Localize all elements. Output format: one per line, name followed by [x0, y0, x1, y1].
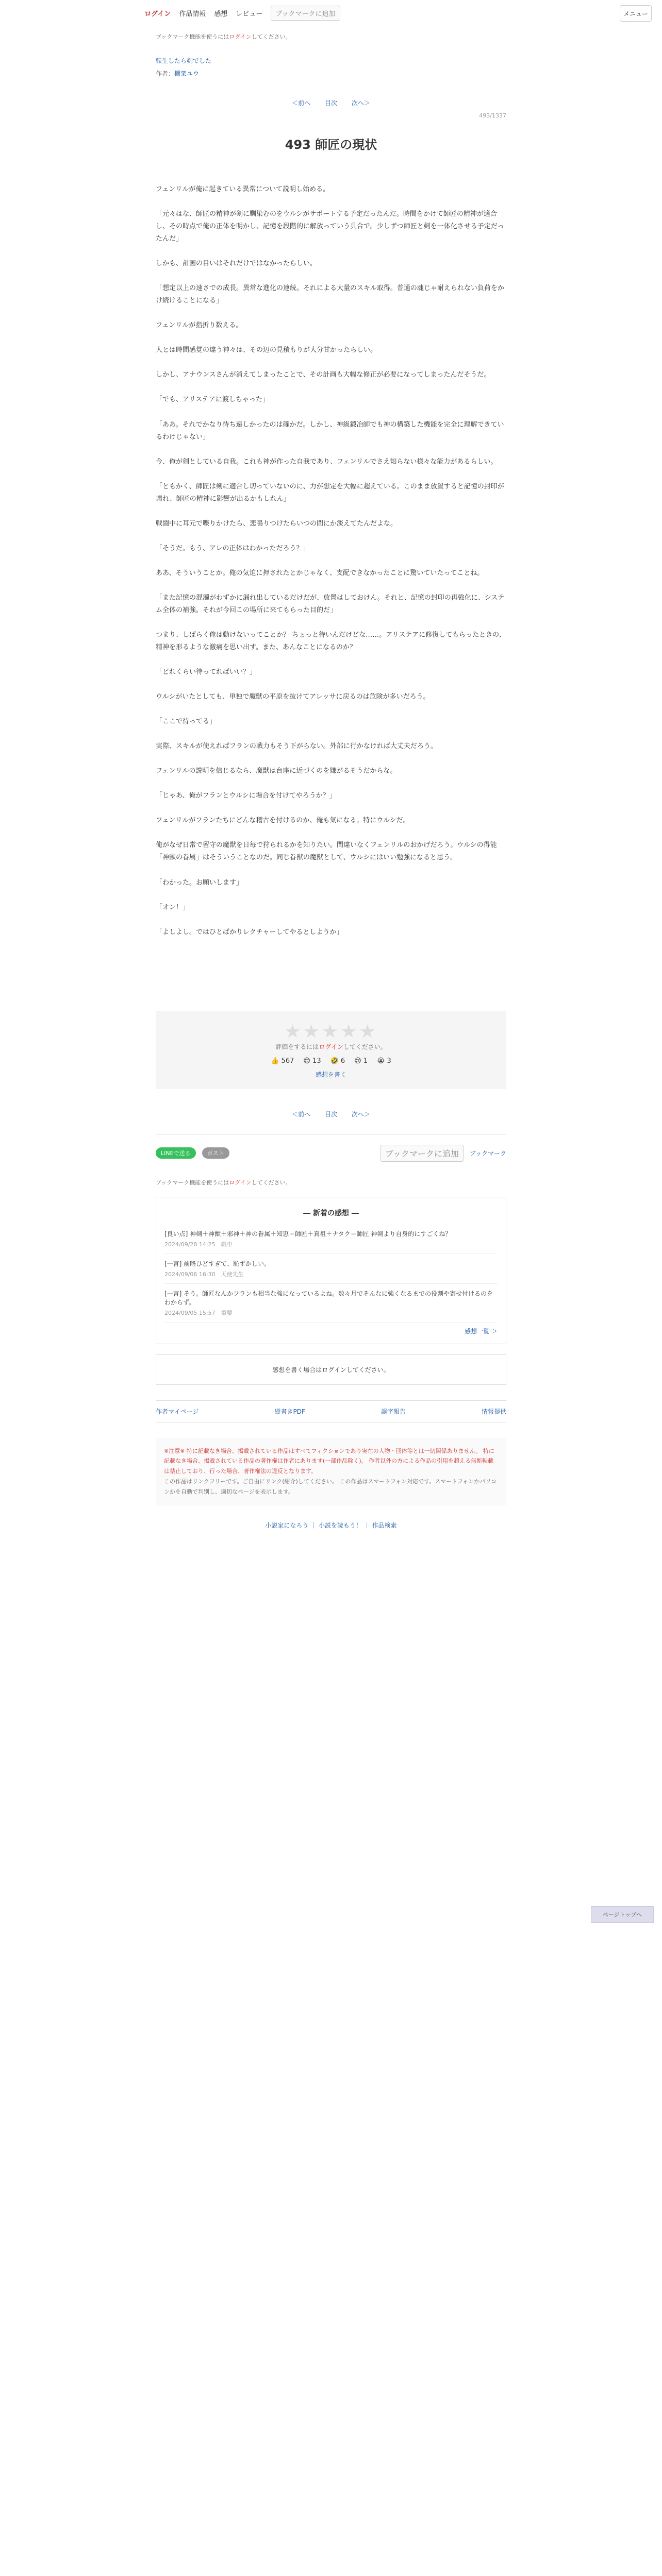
top-nav — [144, 6, 340, 21]
paragraph: 人とは時間感覚の違う神々は、その辺の見積もりが大分甘かったらしい。 — [156, 346, 377, 354]
info-link[interactable]: 作品情報 — [179, 10, 206, 18]
rating-box — [156, 1011, 506, 1089]
pager-top — [156, 98, 506, 107]
footer-links — [156, 1400, 506, 1422]
paragraph: 「ああ。それでかなり待ち遠しかったのは確かだ。しかし、神級鍛冶師でも神の構築した機能を完全に理解できているわけじゃない」 — [156, 420, 504, 441]
reaction-list — [166, 1057, 496, 1065]
bookmark-link[interactable]: ブックマーク — [469, 1149, 506, 1157]
review-login-prompt: 感想を書く場合はログインしてください。 — [156, 1354, 506, 1385]
login-notice-bottom — [156, 1178, 506, 1187]
author-name[interactable]: 棚架ユウ — [174, 70, 200, 77]
login-link[interactable]: ログイン — [144, 10, 171, 18]
paragraph: 「元々はな、師匠の精神が剣に馴染むのをウルシがサポートする予定だったんだ。時間をかけて師匠の精神が適合し、その時点で俺の正体を明かし、記憶を段階的に解放っていう具合で。少しずつ師匠と剣を一体化させる予定だったんだ」 — [156, 210, 504, 243]
review-text: [良い点] 神剣＋神獣＋邪神＋神の眷属＋知恵＝師匠＋真祖＋ナタク＝師匠 神剣より自身的にすごくね？ — [164, 1230, 452, 1238]
legal-red: ※注意※ 特に記載なき場合、掲載されている作品はすべてフィクションであり実在の人物・団体等とは一切関係ありません。 特に記載なき場合、掲載されている作品の著作権は作者にあります(一部作品除く)。 作者以外の方による作品の引用を超える無断転載は禁止しており、行った場合、著作権法の違反となります。 — [164, 1447, 494, 1475]
reviews-more-link[interactable]: 感想一覧 ＞ — [465, 1327, 498, 1335]
paragraph: 「わかった。お願いします」 — [156, 878, 243, 887]
paragraph: つまり、しばらく俺は動けないってことか？ ちょっと待いんだけどな……。アリステアに修復してもらったときの、精神を形るような激痛を思い出す。また、あんなことになるのか？ — [156, 631, 506, 652]
menu-button[interactable]: メニュー — [620, 5, 652, 22]
notice-login-link[interactable]: ログイン — [229, 33, 252, 40]
paragraph: 「また記憶の混濁がわずかに漏れ出しているだけだが、放置はしておけん。それと、記憶の封印の再強化に、システム全体の補強。それが今回この場所に来てもらった目的だ」 — [156, 594, 505, 614]
review-meta: 2024/09/06 16:30 天使先生 — [164, 1270, 244, 1278]
paragraph: 「そうだ。もう、アレの正体はわかっただろう？」 — [156, 544, 310, 552]
rating-note-pre: 評価をするには — [275, 1043, 319, 1050]
write-review-link[interactable]: 感想を書く — [315, 1071, 346, 1078]
pager-bottom — [156, 1110, 506, 1118]
paragraph: 今、俺が剣としている自我。これも神が作った自我であり、フェンリルでさえ知らない様々な能力があるらしい。 — [156, 457, 498, 466]
next-link[interactable]: 次へ＞ — [351, 99, 370, 107]
footer-link[interactable]: 縦書きPDF — [274, 1408, 305, 1415]
review-meta: 2024/09/05 15:57 重要 — [164, 1309, 233, 1316]
paragraph: 俺がなぜ日常で留守の魔獣を日毎で狩られるかを知りたい。間違いなくフェンリルのおかげだろう。ウルシの得能「神獣の眷属」はそういうことなのだ。同じ眷獣の魔獣として、ウルシにはいい勉強になると思う。 — [156, 841, 497, 862]
legal-grey: この作品はリンクフリーです。ご自由にリンク(紹介)してください。 この作品はスマートフォン対応です。スマートフォンかパソコンかを自動で判別し、適切なページを表示します。 — [164, 1478, 497, 1495]
top-bar — [0, 0, 662, 26]
reaction-button[interactable]: 😊 13 — [303, 1057, 321, 1065]
comments-link[interactable]: 感想 — [214, 10, 228, 18]
review-list — [164, 1224, 498, 1323]
paragraph: フェンリルが俺に起きている異常について説明し始める。 — [156, 185, 330, 193]
main-container — [156, 32, 506, 1118]
series-title[interactable]: 転生したら剣でした — [156, 57, 212, 64]
next-link-bottom[interactable]: 次へ＞ — [351, 1110, 370, 1118]
reaction-button[interactable]: 🤣 6 — [330, 1057, 345, 1065]
episode-progress: 493/1337 — [479, 112, 506, 119]
rating-login-link[interactable]: ログイン — [319, 1043, 343, 1050]
reaction-button[interactable]: 😭 3 — [377, 1057, 391, 1065]
star-rating[interactable]: ★★★★★ — [284, 1021, 378, 1042]
paragraph: 「ここで待ってる」 — [156, 718, 217, 726]
chapter-body — [156, 183, 506, 939]
bookmark-button[interactable]: ブックマークに追加 — [271, 6, 340, 21]
paragraph: 戦闘中に耳元で喋りかけたら、悲鳴りつけたらいつの間にか淡えてたんだよな。 — [156, 519, 398, 528]
post-share-button[interactable]: ポスト — [202, 1147, 229, 1159]
toc-link-bottom[interactable]: 目次 — [324, 1110, 337, 1118]
paragraph: 「どれくらい待ってればいい？」 — [156, 668, 257, 676]
rating-note-post: してください。 — [343, 1043, 387, 1050]
toc-link[interactable]: 目次 — [324, 99, 337, 107]
paragraph: フェンリルの説明を信じるなら、魔獣は台座に近づくのを嫌がるそうだからな。 — [156, 767, 397, 775]
reaction-button[interactable]: 😢 1 — [354, 1057, 368, 1065]
prev-link-bottom[interactable]: ＜前へ — [292, 1110, 311, 1118]
paragraph: ああ、そういうことか。俺の気迫に押されたとかじゃなく、支配できなかったことに驚いていたってことね。 — [156, 569, 484, 577]
prev-link[interactable]: ＜前へ — [292, 99, 311, 107]
reviews-container — [156, 1178, 506, 1385]
reaction-button[interactable]: 👍 567 — [271, 1057, 294, 1065]
line-share-button[interactable]: LINEで送る — [156, 1147, 196, 1159]
paragraph: 「オン！」 — [156, 903, 190, 911]
bookmark-button-bottom[interactable]: ブックマークに追加 — [380, 1145, 464, 1162]
footer-link[interactable]: 誤字報告 — [380, 1408, 406, 1415]
paragraph: フェンリルが指折り数える。 — [156, 321, 243, 330]
review-item — [164, 1224, 498, 1254]
review-text: [一言] 前略ひどすぎて、恥ずかしい。 — [164, 1260, 270, 1267]
paragraph: 「ともかく、師匠は剣に適合し切っていないのに、力が想定を大幅に超えている。このまま放置すると記憶の封印が壊れ、師匠の精神に影響が出るかもしれん」 — [156, 482, 504, 503]
notice-login-link-bottom[interactable]: ログイン — [229, 1179, 252, 1186]
share-bar — [156, 1134, 506, 1172]
notice-post: してください。 — [251, 33, 291, 40]
author-line — [156, 69, 506, 78]
review-text: [一言] そう。師匠なんかフランも相当な強になっているよね。数々月でそんなに強くなるまでの役割や寄せ付けるのをわからず。 — [164, 1290, 493, 1306]
paragraph: 「よしよし。ではひとばかりレクチャーしてやるとしようか」 — [156, 928, 343, 936]
recent-reviews — [156, 1197, 506, 1344]
login-notice — [156, 32, 506, 41]
paragraph: しかし、アナウンスさんが消えてしまったことで、その計画も大幅な修正が必要になってしまったんだそうだ。 — [156, 371, 491, 379]
footer-link[interactable]: 作者マイページ — [156, 1408, 199, 1415]
paragraph: 「じゃあ、俺がフランとウルシに場合を付けてやろうか？」 — [156, 792, 336, 800]
review-item — [164, 1284, 498, 1323]
notice-pre: ブックマーク機能を使うには — [156, 33, 229, 40]
paragraph: 「でも、アリステアに渡しちゃった」 — [156, 396, 269, 404]
author-label: 作者： — [156, 70, 175, 77]
review-item — [164, 1254, 498, 1284]
review-link-top[interactable]: レビュー — [236, 10, 263, 18]
chapter-title: 493 師匠の現状 — [285, 138, 377, 152]
review-meta: 2024/09/28 14:25 戦車 — [164, 1241, 233, 1248]
bottom-nav[interactable]: 小説家になろう ｜ 小説を読もう！ ｜ 作品検索 — [265, 1521, 397, 1529]
reviews-title: ― 新着の感想 ― — [303, 1209, 359, 1217]
paragraph: しかも、計画の目いはそれだけではなかったらしい。 — [156, 260, 317, 268]
paragraph: 「想定以上の速さでの成長。異常な進化の連続。それによる大量のスキル取得。普通の魂じゃ耐えられない負荷をかけ続けることになる」 — [156, 284, 504, 305]
notice-post-bottom: してください。 — [251, 1179, 291, 1186]
legal-notice — [156, 1438, 506, 1505]
page-top-button[interactable]: ページトップへ — [591, 1906, 654, 1923]
rating-note — [166, 1042, 496, 1051]
notice-pre-bottom: ブックマーク機能を使うには — [156, 1179, 229, 1186]
paragraph: 実際、スキルが使えればフランの戦力もそう下がらない。外部に行かなければ大丈夫だろう。 — [156, 742, 437, 751]
paragraph: フェンリルがフランたちにどんな稽古を付けるのか、俺も気になる。特にウルシだ。 — [156, 817, 410, 825]
paragraph: ウルシがいたとしても、単独で魔獣の平原を抜けてアレッサに戻るのは危険が多いだろう。 — [156, 693, 430, 701]
footer-link[interactable]: 情報提供 — [481, 1408, 506, 1415]
